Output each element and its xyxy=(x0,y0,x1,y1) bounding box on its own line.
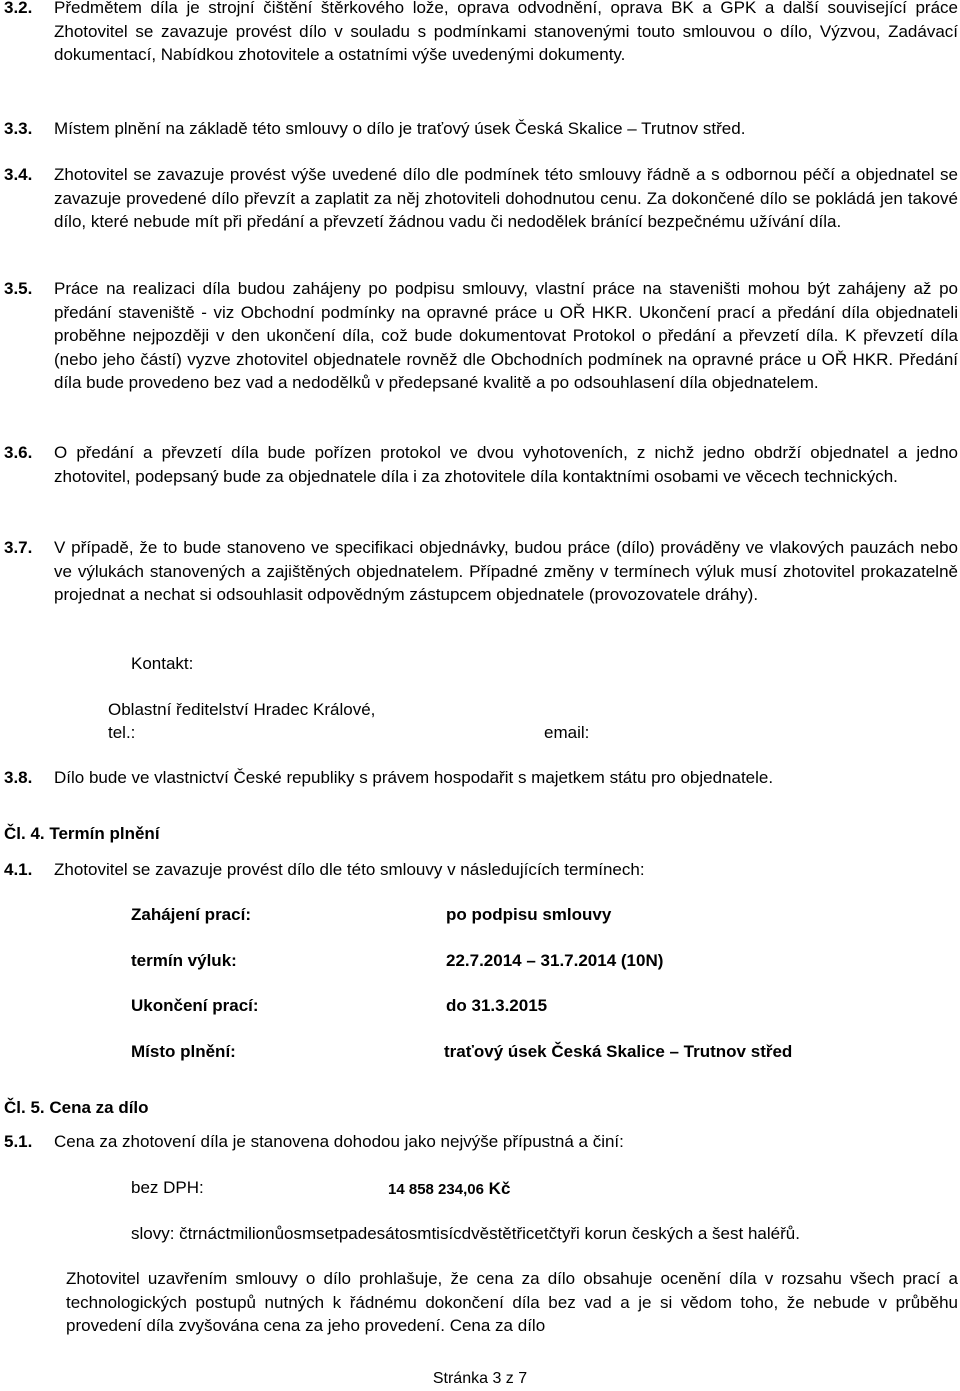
closing-paragraph xyxy=(66,1267,958,1338)
schedule-value: po podpisu smlouvy xyxy=(446,905,612,924)
schedule-value: traťový úsek Česká Skalice – Trutnov střed xyxy=(444,1042,793,1061)
section-number: 3.5. xyxy=(4,279,33,298)
price-in-words: slovy: čtrnáctmilionůosmsetpadesátosmtisícdvěstětřicetčtyři korun českých a šest haléřů. xyxy=(131,1224,800,1243)
section-number: 3.4. xyxy=(4,165,33,184)
schedule-value: do 31.3.2015 xyxy=(446,996,548,1015)
section-text: Cena za zhotovení díla je stanovena dohodou jako nejvýše přípustná a činí: xyxy=(54,1132,624,1151)
section-3-7 xyxy=(4,536,958,607)
price-currency: Kč xyxy=(488,1179,511,1198)
section-3-5 xyxy=(4,277,958,395)
section-3-6 xyxy=(4,441,958,488)
section-number: 3.8. xyxy=(4,768,33,787)
section-text: O předání a převzetí díla bude pořízen protokol ve dvou vyhotoveních, z nichž jedno obdrží objednatel a jedno zhotovitel, podepsaný bude za objednatele díla i za zhotovitele díla kontaktními osobami ve věcech technických. xyxy=(54,443,958,486)
schedule-value: 22.7.2014 – 31.7.2014 (10N) xyxy=(446,951,664,970)
section-number: 5.1. xyxy=(4,1132,33,1151)
section-3-4 xyxy=(4,163,958,234)
section-text: Práce na realizaci díla budou zahájeny po podpisu smlouvy, vlastní práce na staveništi mohou být zahájeny až po předání staveniště - viz Obchodní podmínky na opravné práce u OŘ HKR. Ukončení prací a předání díla objednateli proběhne nejpozději v den ukončení díla, což bude dokumentovat Protokol o předání a převzetí díla. K převzetí díla (nebo jeho částí) vyzve zhotovitel objednatele rovněž dle Obchodních podmínek na opravné práce u OŘ HKR. Předání díla bude provedeno bez vad a nedodělků v předepsané kvalitě a po odsouhlasení díla objednatelem. xyxy=(54,279,958,392)
contact-label: Kontakt: xyxy=(131,654,194,673)
section-text: Zhotovitel se zavazuje provést výše uvedené dílo dle podmínek této smlouvy řádně a s odbornou péčí a objednatel se zavazuje provedené dílo převzít a zaplatit za něj zhotoviteli dohodnutou cenu. Za dokončené dílo se pokládá jen takové dílo, které nebude mít při předání a převzetí žádnou vadu či nedodělek bránící bezpečnému užívání díla. xyxy=(54,165,958,231)
section-5-1 xyxy=(4,1130,958,1154)
section-3-8 xyxy=(4,766,958,790)
section-text: Předmětem díla je strojní čištění štěrkového lože, oprava odvodnění, oprava BK a GPK a další související práce Zhotovitel se zavazuje provést dílo v souladu s podmínkami stanovenými touto smlouvou o dílo, Výzvou, Zadávací dokumentací, Nabídkou zhotovitele a ostatními výše uvedenými dokumenty. xyxy=(54,0,958,64)
closing-text: Zhotovitel uzavřením smlouvy o dílo prohlašuje, že cena za dílo obsahuje ocenění díla v rozsahu všech prací a technologických postupů nutných k řádnému dokončení díla bez vad a je si vědom toho, že nebude v průběhu provedení díla zvyšována cena za jeho provedení. Cena za dílo xyxy=(66,1269,958,1335)
schedule-label: termín výluk: xyxy=(131,951,237,970)
price-value: 14 858 234,06 xyxy=(388,1181,484,1198)
section-3-2 xyxy=(4,0,958,67)
schedule-label: Zahájení prací: xyxy=(131,905,251,924)
price-amount xyxy=(388,1177,510,1202)
schedule-label: Místo plnění: xyxy=(131,1042,236,1061)
contact-email: email: xyxy=(544,723,590,742)
section-4-1 xyxy=(4,858,958,882)
section-number: 3.2. xyxy=(4,0,33,17)
price-label: bez DPH: xyxy=(131,1178,204,1197)
section-number: 3.6. xyxy=(4,443,33,462)
schedule-label: Ukončení prací: xyxy=(131,996,259,1015)
chapter-4-heading: Čl. 4. Termín plnění xyxy=(4,824,160,843)
page-footer: Stránka 3 z 7 xyxy=(432,1370,528,1387)
section-number: 4.1. xyxy=(4,860,33,879)
section-text: Dílo bude ve vlastnictví České republiky s právem hospodařit s majetkem státu pro objednatele. xyxy=(54,768,774,787)
section-3-3 xyxy=(4,117,958,141)
section-text: Zhotovitel se zavazuje provést dílo dle této smlouvy v následujících termínech: xyxy=(54,860,645,879)
chapter-5-heading: Čl. 5. Cena za dílo xyxy=(4,1098,149,1117)
section-text: Místem plnění na základě této smlouvy o dílo je traťový úsek Česká Skalice – Trutnov střed. xyxy=(54,119,746,138)
section-number: 3.3. xyxy=(4,119,33,138)
contact-tel: tel.: xyxy=(108,723,136,742)
section-text: V případě, že to bude stanoveno ve specifikaci objednávky, budou práce (dílo) prováděny ve vlakových pauzách nebo ve výlukách stanovených a zajištěných objednatelem. Případné změny v termínech výluk musí zhotovitel prokazatelně projednat a nechat si odsouhlasit odpovědným zástupcem objednatele (provozovatele dráhy). xyxy=(54,538,958,604)
contact-office: Oblastní ředitelství Hradec Králové, xyxy=(108,700,376,719)
section-number: 3.7. xyxy=(4,538,33,557)
